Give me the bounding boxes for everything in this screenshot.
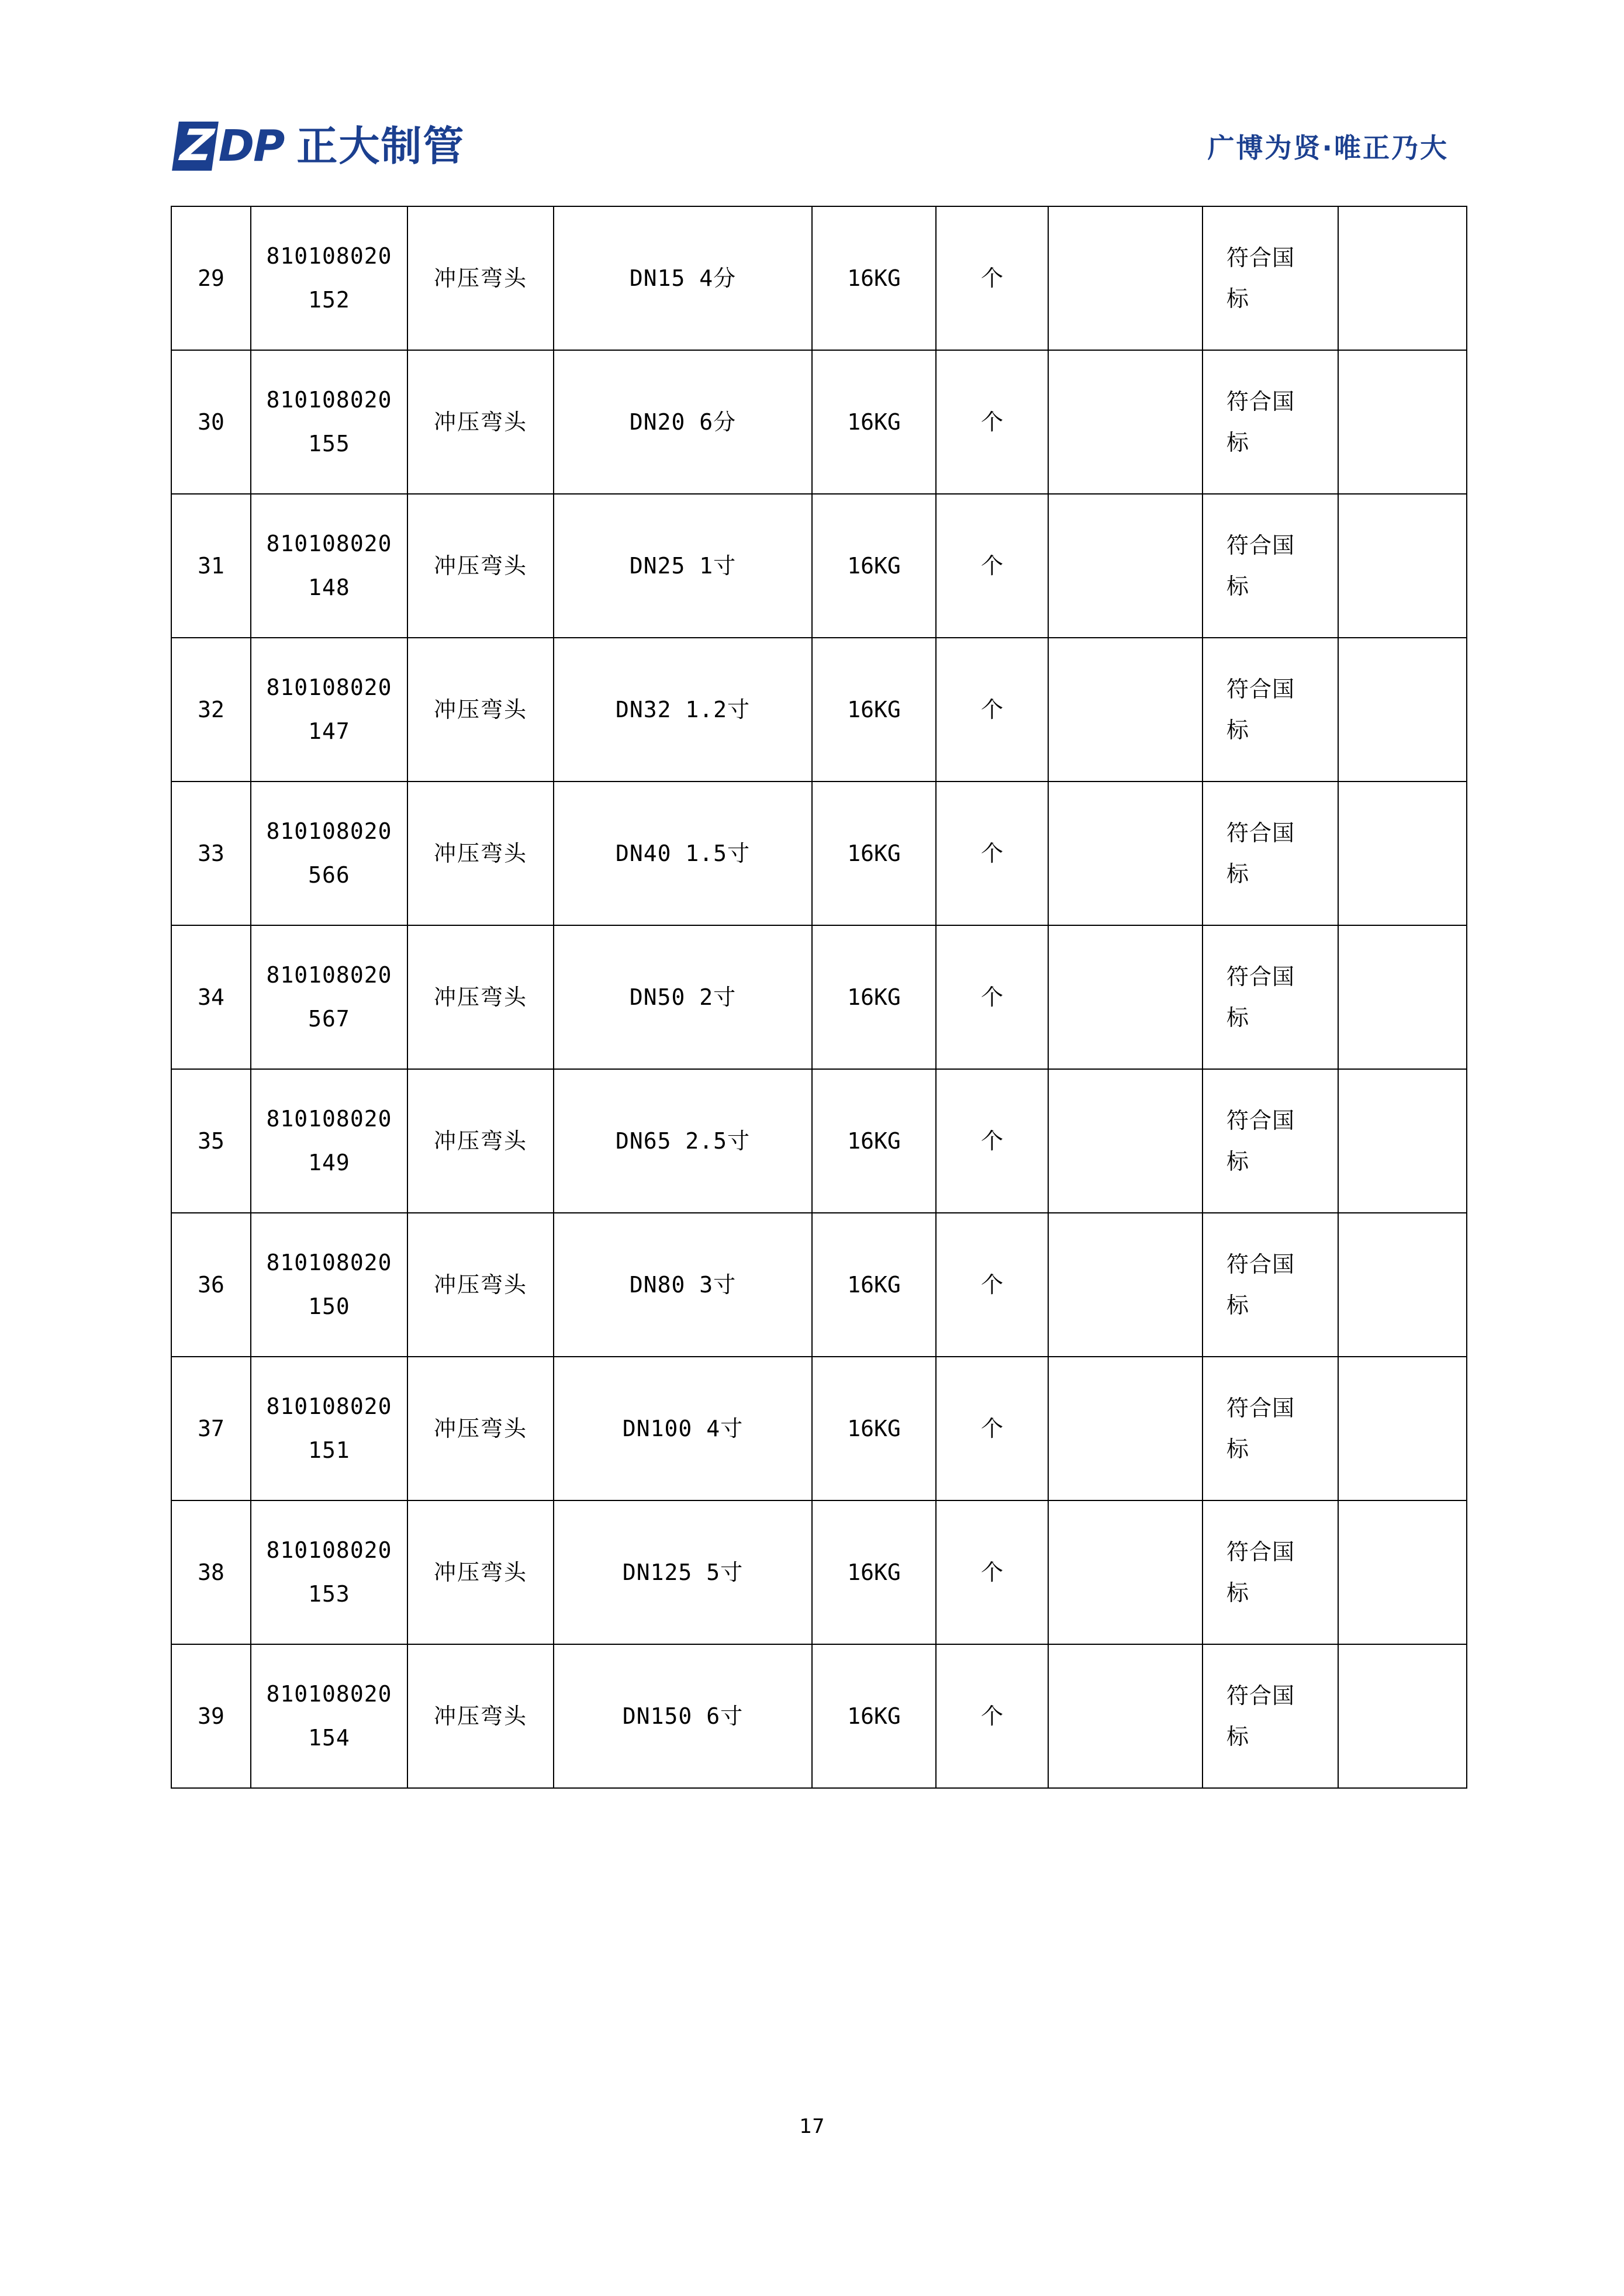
cell-unit: 个 [936,925,1048,1069]
code-line-1: 810108020 [266,243,392,269]
cell-pressure: 16KG [812,1357,936,1500]
spec-text: DN50 2寸 [629,984,737,1010]
spec-text: DN80 3寸 [629,1271,737,1298]
cell-unit: 个 [936,1644,1048,1788]
cell-index: 39 [171,1644,251,1788]
code-line-1: 810108020 [266,1250,392,1276]
cell-pressure: 16KG [812,206,936,350]
cell-quantity [1048,638,1203,782]
code-line-2: 153 [308,1581,350,1607]
logo-letter-z: Z [172,122,218,171]
cell-unit: 个 [936,494,1048,638]
table-row [171,494,1467,638]
cell-standard [1203,494,1338,638]
standard-text: 符合国标 [1226,1251,1295,1318]
cell-unit: 个 [936,1500,1048,1644]
cell-standard [1203,350,1338,494]
code-line-1: 810108020 [266,1537,392,1564]
cell-pressure: 16KG [812,494,936,638]
cell-index: 38 [171,1500,251,1644]
cell-quantity [1048,1069,1203,1213]
cell-quantity [1048,494,1203,638]
logo-company-name: 正大制管 [296,122,465,170]
spec-text: DN32 1.2寸 [615,696,751,722]
cell-standard [1203,1069,1338,1213]
cell-code [251,1644,407,1788]
cell-pressure: 16KG [812,925,936,1069]
cell-remark [1338,1357,1467,1500]
spec-text: DN125 5寸 [622,1559,744,1585]
cell-unit: 个 [936,638,1048,782]
code-line-1: 810108020 [266,675,392,701]
table-row [171,1213,1467,1357]
cell-remark [1338,350,1467,494]
cell-quantity [1048,1500,1203,1644]
cell-standard [1203,925,1338,1069]
spec-text: DN20 6分 [629,409,737,435]
cell-product-name: 冲压弯头 [407,494,554,638]
cell-standard [1203,782,1338,925]
table-row [171,350,1467,494]
cell-index: 30 [171,350,251,494]
cell-code [251,782,407,925]
code-line-2: 147 [308,718,350,744]
cell-pressure: 16KG [812,350,936,494]
standard-text: 符合国标 [1226,1395,1295,1462]
cell-pressure: 16KG [812,782,936,925]
cell-product-name: 冲压弯头 [407,638,554,782]
cell-unit: 个 [936,1213,1048,1357]
cell-spec [554,1069,812,1213]
cell-standard [1203,1500,1338,1644]
code-line-1: 810108020 [266,387,392,413]
cell-standard [1203,638,1338,782]
cell-code [251,494,407,638]
cell-code [251,925,407,1069]
table-row [171,925,1467,1069]
page-number: 17 [799,2115,825,2138]
cell-quantity [1048,1644,1203,1788]
cell-spec [554,494,812,638]
code-line-2: 149 [308,1150,350,1175]
cell-product-name: 冲压弯头 [407,1213,554,1357]
cell-code [251,638,407,782]
cell-product-name: 冲压弯头 [407,1644,554,1788]
spec-text: DN25 1寸 [629,552,737,579]
zdp-logo-icon [175,122,284,171]
cell-quantity [1048,925,1203,1069]
cell-remark [1338,1213,1467,1357]
cell-quantity [1048,1357,1203,1500]
standard-text: 符合国标 [1226,676,1295,743]
cell-index: 34 [171,925,251,1069]
cell-remark [1338,638,1467,782]
cell-index: 37 [171,1357,251,1500]
cell-index: 32 [171,638,251,782]
cell-pressure: 16KG [812,1644,936,1788]
cell-spec [554,925,812,1069]
code-line-1: 810108020 [266,1106,392,1132]
cell-code [251,1357,407,1500]
standard-text: 符合国标 [1226,1538,1295,1606]
cell-pressure: 16KG [812,1500,936,1644]
cell-index: 33 [171,782,251,925]
cell-product-name: 冲压弯头 [407,1500,554,1644]
standard-text: 符合国标 [1226,244,1295,312]
cell-spec [554,350,812,494]
code-line-2: 150 [308,1294,350,1319]
code-line-2: 151 [308,1437,350,1463]
table-row [171,1500,1467,1644]
cell-remark [1338,494,1467,638]
spec-table [171,206,1467,1789]
cell-code [251,206,407,350]
code-line-1: 810108020 [266,818,392,845]
cell-quantity [1048,1213,1203,1357]
cell-code [251,350,407,494]
table-row [171,206,1467,350]
standard-text: 符合国标 [1226,1107,1295,1174]
cell-product-name: 冲压弯头 [407,782,554,925]
cell-remark [1338,782,1467,925]
code-line-2: 566 [308,862,350,888]
cell-pressure: 16KG [812,638,936,782]
table-row [171,1357,1467,1500]
cell-quantity [1048,206,1203,350]
code-line-1: 810108020 [266,1393,392,1420]
spec-text: DN65 2.5寸 [615,1128,751,1154]
cell-remark [1338,1500,1467,1644]
cell-product-name: 冲压弯头 [407,350,554,494]
cell-spec [554,638,812,782]
cell-unit: 个 [936,782,1048,925]
code-line-2: 148 [308,575,350,600]
cell-index: 35 [171,1069,251,1213]
cell-product-name: 冲压弯头 [407,206,554,350]
spec-table-body [171,206,1467,1788]
standard-text: 符合国标 [1226,963,1295,1031]
spec-text: DN100 4寸 [622,1415,744,1441]
cell-spec [554,206,812,350]
standard-text: 符合国标 [1226,819,1295,887]
cell-standard [1203,1644,1338,1788]
cell-quantity [1048,350,1203,494]
cell-index: 29 [171,206,251,350]
cell-spec [554,1500,812,1644]
cell-remark [1338,1069,1467,1213]
code-line-2: 154 [308,1725,350,1751]
table-row [171,638,1467,782]
standard-text: 符合国标 [1226,532,1295,599]
cell-remark [1338,1644,1467,1788]
cell-unit: 个 [936,1357,1048,1500]
cell-code [251,1213,407,1357]
logo-letters-dp: DP [218,121,284,171]
cell-standard [1203,1357,1338,1500]
code-line-2: 155 [308,431,350,457]
cell-unit: 个 [936,1069,1048,1213]
code-line-1: 810108020 [266,962,392,988]
standard-text: 符合国标 [1226,388,1295,455]
cell-remark [1338,925,1467,1069]
cell-pressure: 16KG [812,1213,936,1357]
standard-text: 符合国标 [1226,1682,1295,1749]
company-logo [175,122,465,171]
table-row [171,1644,1467,1788]
code-line-2: 152 [308,287,350,313]
cell-code [251,1500,407,1644]
cell-product-name: 冲压弯头 [407,925,554,1069]
cell-standard [1203,206,1338,350]
cell-index: 31 [171,494,251,638]
cell-spec [554,1644,812,1788]
page-header [175,114,1449,178]
cell-spec [554,1213,812,1357]
company-slogan: 广博为贤·唯正乃大 [1207,132,1449,164]
cell-standard [1203,1213,1338,1357]
cell-product-name: 冲压弯头 [407,1357,554,1500]
cell-product-name: 冲压弯头 [407,1069,554,1213]
table-row [171,782,1467,925]
spec-table-container [171,206,1456,1789]
spec-text: DN40 1.5寸 [615,840,751,866]
cell-spec [554,1357,812,1500]
code-line-1: 810108020 [266,1681,392,1707]
cell-code [251,1069,407,1213]
cell-pressure: 16KG [812,1069,936,1213]
cell-spec [554,782,812,925]
code-line-2: 567 [308,1006,350,1032]
code-line-1: 810108020 [266,531,392,557]
spec-text: DN150 6寸 [622,1703,744,1729]
cell-quantity [1048,782,1203,925]
cell-remark [1338,206,1467,350]
cell-unit: 个 [936,350,1048,494]
table-row [171,1069,1467,1213]
spec-text: DN15 4分 [629,265,737,291]
cell-index: 36 [171,1213,251,1357]
cell-unit: 个 [936,206,1048,350]
